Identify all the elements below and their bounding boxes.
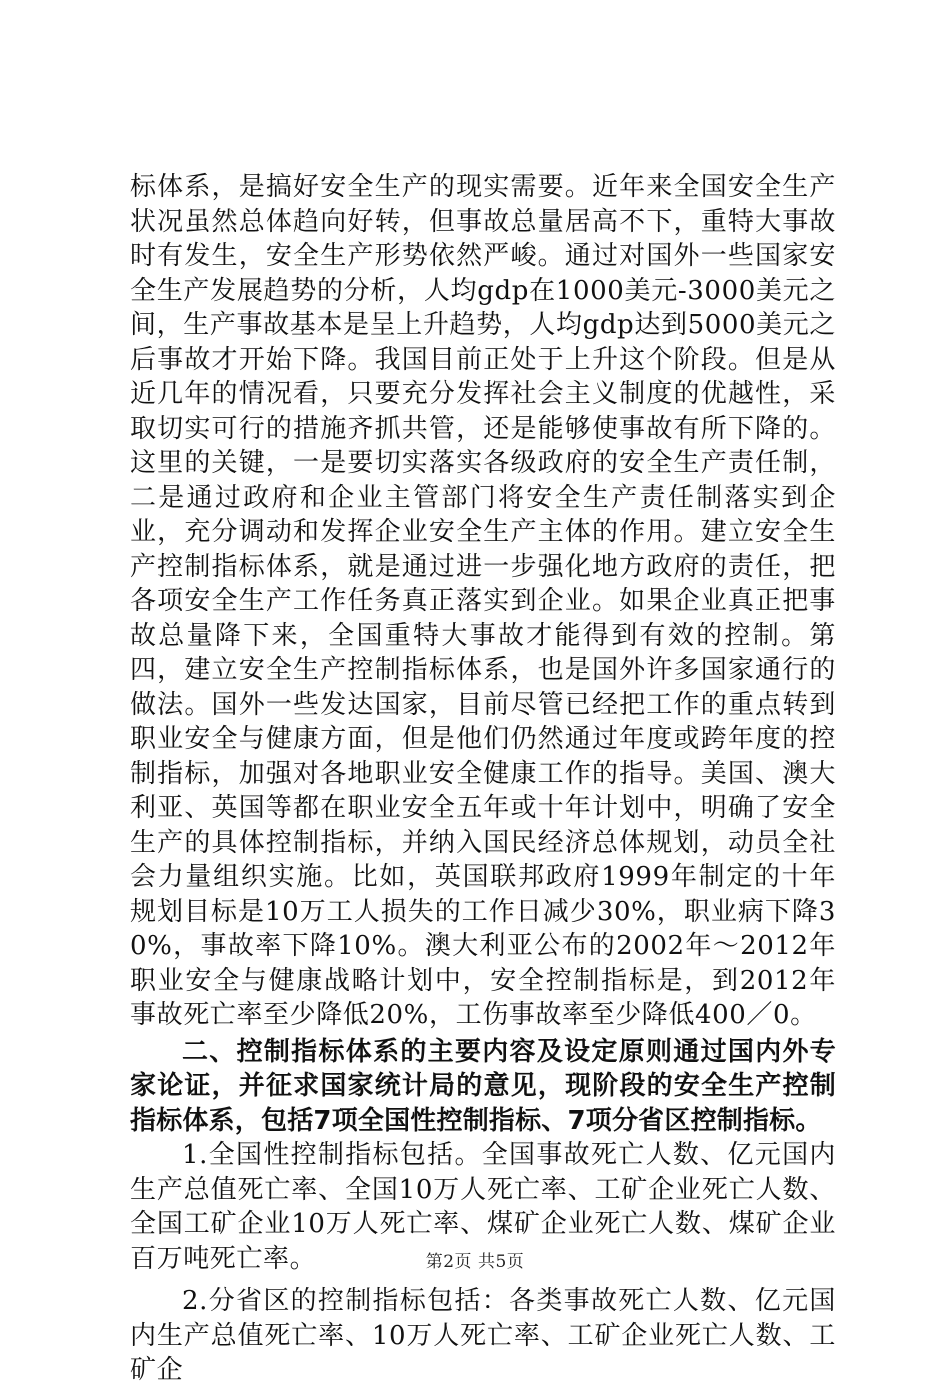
list-item: 1.全国性控制指标包括。全国事故死亡人数、亿元国内生产总值死亡率、全国10万人死亡率、工矿企业死亡人数、全国工矿企业10万人死亡率、煤矿企业死亡人数、煤矿企业百万吨死亡率。 — [130, 1140, 836, 1274]
document-body — [130, 170, 836, 1388]
page-footer: 第2页 共5页 — [425, 1252, 525, 1272]
section-heading: 二、控制指标体系的主要内容及设定原则通过国内外专家论证，并征求国家统计局的意见，现阶段的安全生产控制指标体系，包括7项全国性控制指标、7项分省区控制指标。 — [130, 1036, 836, 1136]
body-paragraph: 标体系，是搞好安全生产的现实需要。近年来全国安全生产状况虽然总体趋向好转，但事故总量居高不下，重特大事故时有发生，安全生产形势依然严峻。通过对国外一些国家安全生产发展趋势的分析，人均gdp在1000美元-3000美元之间，生产事故基本是呈上升趋势，人均gdp达到5000美元之后事故才开始下降。我国目前正处于上升这个阶段。但是从近几年的情况看，只要充分发挥社会主义制度的优越性，采取切实可行的措施齐抓共管，还是能够使事故有所下降的。这里的关键，一是要切实落实各级政府的安全生产责任制，二是通过政府和企业主管部门将安全生产责任制落实到企业，充分调动和发挥企业安全生产主体的作用。建立安全生产控制指标体系，就是通过进一步强化地方政府的责任，把各项安全生产工作任务真正落实到企业。如果企业真正把事故总量降下来，全国重特大事故才能得到有效的控制。第四，建立安全生产控制指标体系，也是国外许多国家通行的做法。国外一些发达国家，目前尽管已经把工作的重点转到职业安全与健康方面，但是他们仍然通过年度或跨年度的控制指标，加强对各地职业安全健康工作的指导。美国、澳大利亚、英国等都在职业安全五年或十年计划中，明确了安全生产的具体控制指标，并纳入国民经济总体规划，动员全社会力量组织实施。比如，英国联邦政府1999年制定的十年规划目标是10万工人损失的工作日减少30%，职业病下降30%，事故率下降10%。澳大利亚公布的2002年～2012年职业安全与健康战略计划中，安全控制指标是，到2012年事故死亡率至少降低20%，工伤事故率至少降低400／0。 — [130, 172, 836, 1030]
list-item: 2.分省区的控制指标包括：各类事故死亡人数、亿元国内生产总值死亡率、10万人死亡率、工矿企业死亡人数、工矿企 — [130, 1286, 836, 1385]
